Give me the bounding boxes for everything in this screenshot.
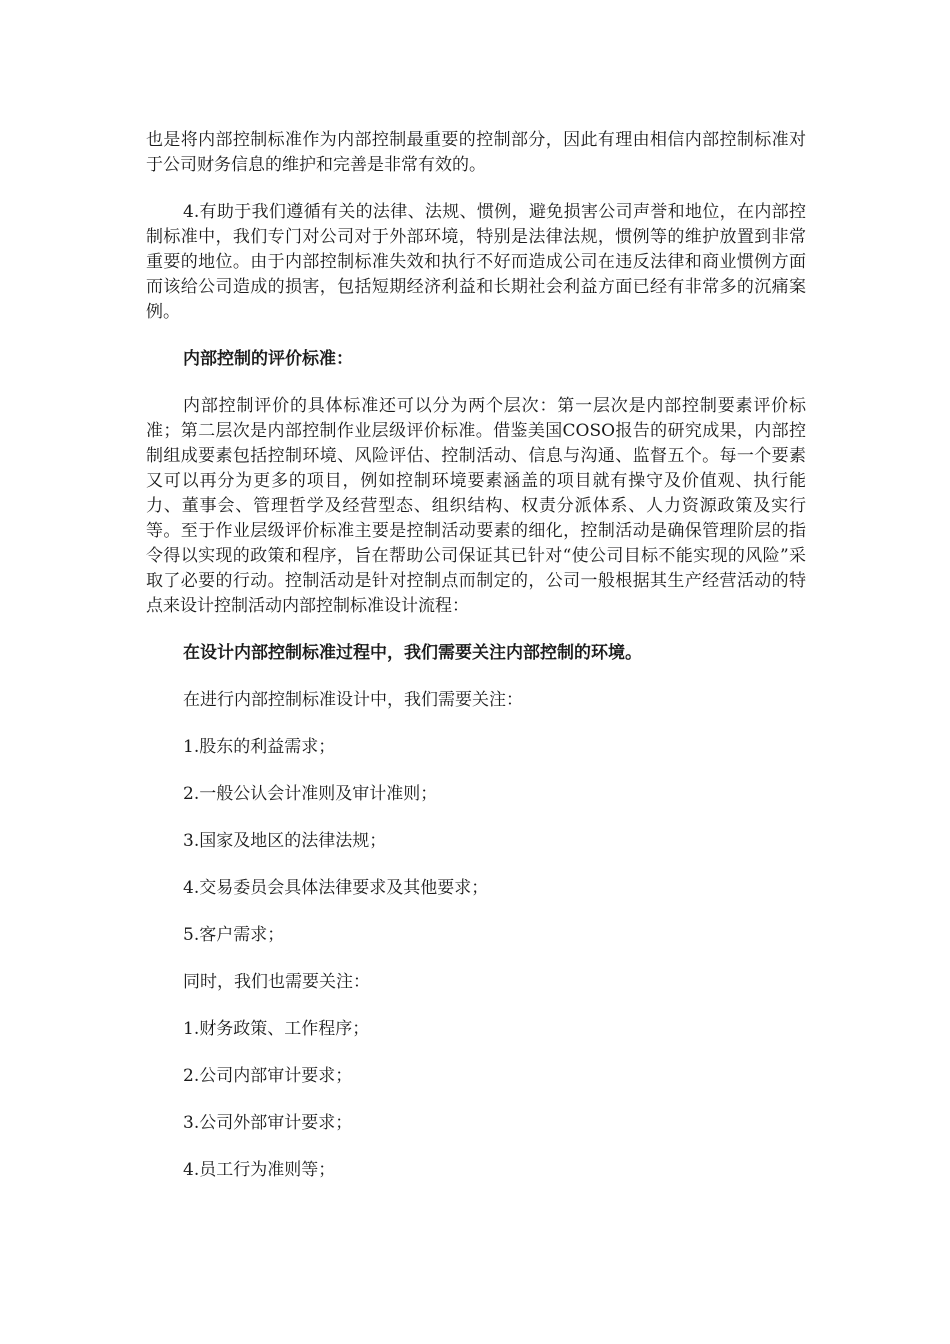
paragraph-financial-info: 也是将内部控制标准作为内部控制最重要的控制部分，因此有理由相信内部控制标准对于公司财务信息的维护和完善是非常有效的。 xyxy=(146,130,806,175)
paragraph-also-focus: 同时，我们也需要关注： xyxy=(183,972,370,992)
heading-evaluation-standards: 内部控制的评价标准： xyxy=(183,349,353,369)
list-item: 2.公司内部审计要求； xyxy=(183,1066,353,1086)
list-item: 3.公司外部审计要求； xyxy=(183,1113,353,1133)
list-item: 1.股东的利益需求； xyxy=(183,737,336,757)
paragraph-legal-compliance: 4.有助于我们遵循有关的法律、法规、惯例，避免损害公司声誉和地位，在内部控制标准中，我们专门对公司对于外部环境，特别是法律法规，惯例等的维护放置到非常重要的地位。由于内部控制标准失效和执行不好而造成公司在违反法律和商业惯例方面而该给公司造成的损害，包括短期经济利益和长期社会利益方面已经有非常多的沉痛案例。 xyxy=(146,202,806,322)
list-item: 3.国家及地区的法律法规； xyxy=(183,831,387,851)
paragraph-design-focus: 在进行内部控制标准设计中，我们需要关注： xyxy=(183,690,523,710)
heading-control-environment: 在设计内部控制标准过程中，我们需要关注内部控制的环境。 xyxy=(183,643,642,663)
document-body xyxy=(146,120,806,1205)
paragraph-evaluation-detail: 内部控制评价的具体标准还可以分为两个层次：第一层次是内部控制要素评价标准；第二层次是内部控制作业层级评价标准。借鉴美国COSO报告的研究成果，内部控制组成要素包括控制环境、风险评估、控制活动、信息与沟通、监督五个。每一个要素又可以再分为更多的项目，例如控制环境要素涵盖的项目就有操守及价值观、执行能力、董事会、管理哲学及经营型态、组织结构、权责分派体系、人力资源政策及实行等。至于作业层级评价标准主要是控制活动要素的细化，控制活动是确保管理阶层的指令得以实现的政策和程序，旨在帮助公司保证其已针对“使公司目标不能实现的风险”采取了必要的行动。控制活动是针对控制点而制定的，公司一般根据其生产经营活动的特点来设计控制活动内部控制标准设计流程： xyxy=(146,396,806,616)
list-item: 4.交易委员会具体法律要求及其他要求； xyxy=(183,878,489,898)
list-item: 4.员工行为准则等； xyxy=(183,1160,336,1180)
list-item: 5.客户需求； xyxy=(183,925,285,945)
list-item: 2.一般公认会计准则及审计准则； xyxy=(183,784,438,804)
list-item: 1.财务政策、工作程序； xyxy=(183,1019,370,1039)
